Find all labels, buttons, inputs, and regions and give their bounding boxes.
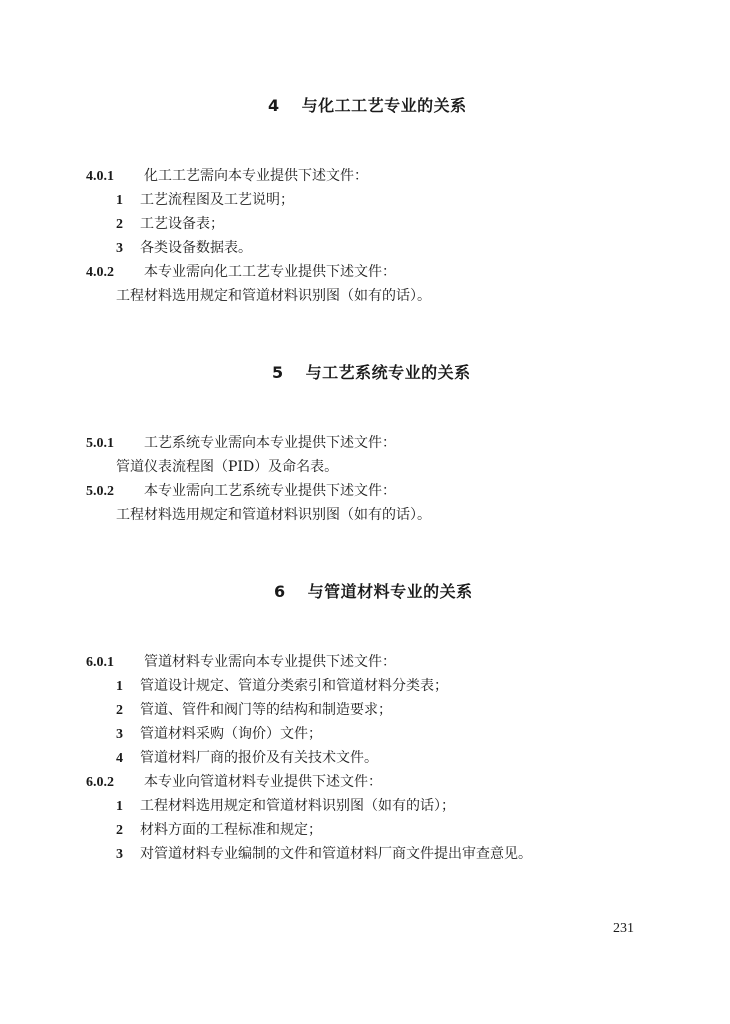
clause-number: 5.0.1: [86, 436, 114, 451]
clause-5-0-1: [86, 433, 396, 454]
section-title: 与工艺系统专业的关系: [305, 363, 471, 382]
section-title: 与化工工艺专业的关系: [301, 96, 467, 115]
clause-continuation: 管道仪表流程图（PID）及命名表。: [116, 459, 339, 475]
item-number: 3: [116, 727, 123, 742]
list-item: [116, 214, 224, 235]
item-number: 1: [116, 679, 123, 694]
clause-number: 6.0.1: [86, 655, 114, 670]
item-text: 管道材料采购（询价）文件；: [140, 726, 322, 742]
clause-continuation: 工程材料选用规定和管道材料识别图（如有的话）。: [116, 507, 431, 523]
section-6-heading: [274, 579, 473, 602]
list-item: [116, 820, 322, 841]
item-number: 1: [116, 799, 123, 814]
item-text: 工艺设备表；: [140, 216, 224, 232]
clause-6-0-1: [86, 652, 396, 673]
clause-text: 本专业向管道材料专业提供下述文件：: [144, 774, 382, 790]
item-number: 1: [116, 193, 123, 208]
item-text: 工程材料选用规定和管道材料识别图（如有的话）；: [140, 798, 455, 814]
item-text: 材料方面的工程标准和规定；: [140, 822, 322, 838]
clause-text: 本专业需向工艺系统专业提供下述文件：: [144, 483, 396, 499]
clause-number: 6.0.2: [86, 775, 114, 790]
clause-number: 4.0.1: [86, 169, 114, 184]
item-number: 3: [116, 847, 123, 862]
clause-text: 工艺系统专业需向本专业提供下述文件：: [144, 435, 396, 451]
list-item: [116, 844, 532, 865]
section-number: 6: [274, 582, 286, 601]
list-item: [116, 700, 392, 721]
item-number: 2: [116, 703, 123, 718]
list-item: [116, 676, 448, 697]
list-item: [116, 796, 455, 817]
section-title: 与管道材料专业的关系: [307, 582, 473, 601]
list-item: [116, 724, 322, 745]
clause-4-0-2: [86, 262, 396, 283]
page-number: 231: [613, 921, 634, 936]
clause-4-0-1: [86, 166, 368, 187]
clause-6-0-2: [86, 772, 382, 793]
clause-text: 化工工艺需向本专业提供下述文件：: [144, 168, 368, 184]
clause-text: 管道材料专业需向本专业提供下述文件：: [144, 654, 396, 670]
clause-5-0-2: [86, 481, 396, 502]
item-text: 各类设备数据表。: [140, 240, 252, 256]
section-5-heading: [272, 360, 471, 383]
clause-number: 5.0.2: [86, 484, 114, 499]
item-text: 管道设计规定、管道分类索引和管道材料分类表；: [140, 678, 448, 694]
list-item: [116, 238, 252, 259]
section-4-heading: [268, 93, 467, 116]
item-text: 管道、管件和阀门等的结构和制造要求；: [140, 702, 392, 718]
item-number: 4: [116, 751, 123, 766]
clause-continuation: 工程材料选用规定和管道材料识别图（如有的话）。: [116, 288, 431, 304]
item-text: 管道材料厂商的报价及有关技术文件。: [140, 750, 378, 766]
list-item: [116, 748, 378, 769]
clause-text: 本专业需向化工工艺专业提供下述文件：: [144, 264, 396, 280]
item-number: 2: [116, 823, 123, 838]
list-item: [116, 190, 294, 211]
item-text: 工艺流程图及工艺说明；: [140, 192, 294, 208]
section-number: 5: [272, 363, 284, 382]
item-number: 2: [116, 217, 123, 232]
section-number: 4: [268, 96, 280, 115]
clause-number: 4.0.2: [86, 265, 114, 280]
item-text: 对管道材料专业编制的文件和管道材料厂商文件提出审查意见。: [140, 846, 532, 862]
item-number: 3: [116, 241, 123, 256]
